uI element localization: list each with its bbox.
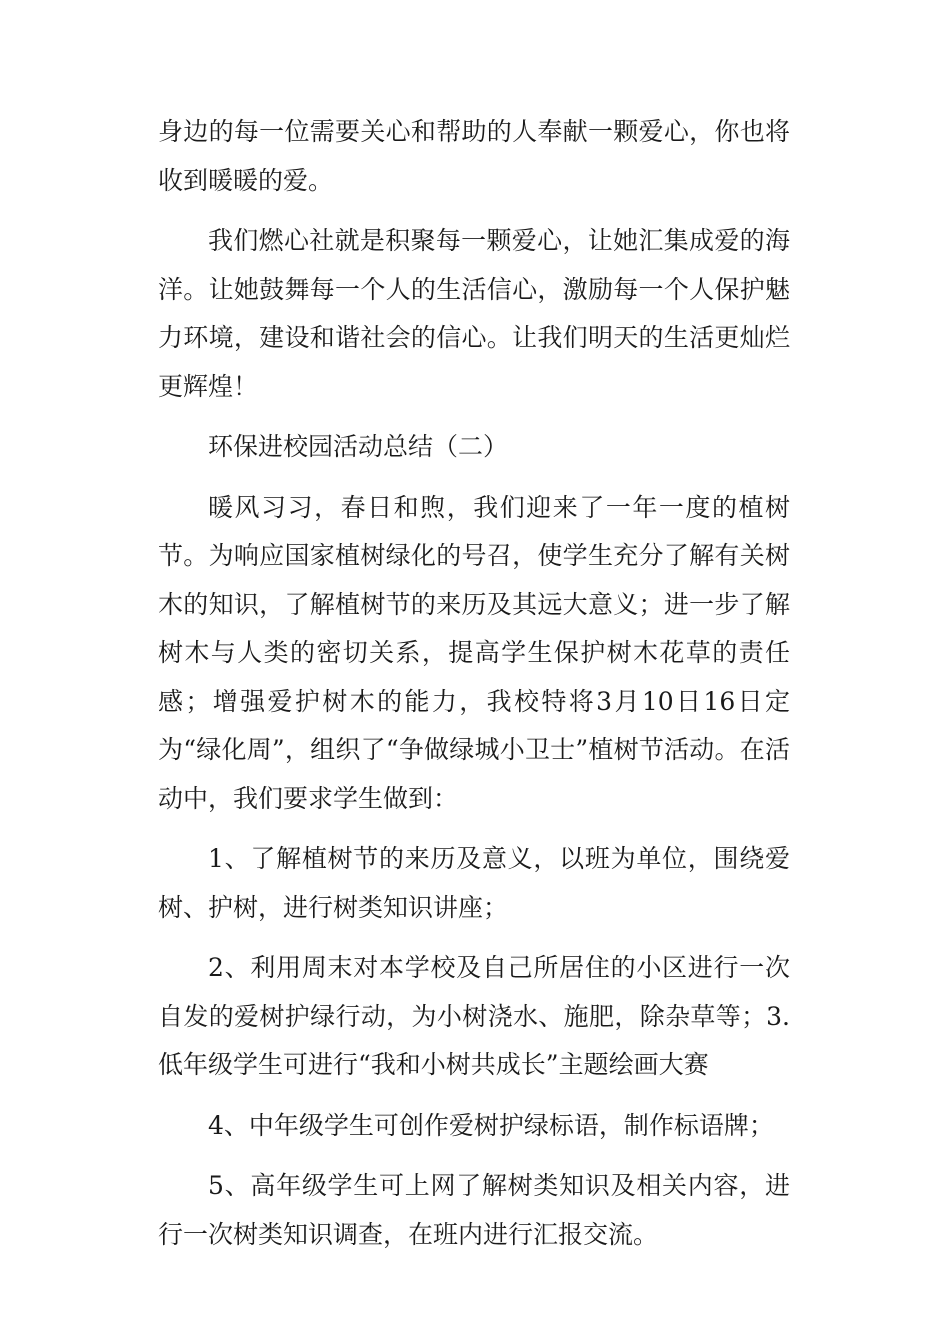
document-body [158,108,790,1271]
list-item-2: 2、利用周末对本学校及自己所居住的小区进行一次自发的爱树护绿行动，为小树浇水、施肥，除杂草等；3.低年级学生可进行“我和小树共成长”主题绘画大赛 [158,953,790,1079]
paragraph-3: 暖风习习，春日和煦，我们迎来了一年一度的植树节。为响应国家植树绿化的号召，使学生充分了解有关树木的知识，了解植树节的来历及其远大意义；进一步了解树木与人类的密切关系，提高学生保护树木花草的责任感；增强爱护树木的能力，我校特将3月10日16日定为“绿化周”，组织了“争做绿城小卫士”植树节活动。在活动中，我们要求学生做到： [158,492,790,813]
list-item-1: 1、了解植树节的来历及意义，以班为单位，围绕爱树、护树，进行树类知识讲座； [158,844,790,922]
paragraph-2: 我们燃心社就是积聚每一颗爱心，让她汇集成爱的海洋。让她鼓舞每一个人的生活信心，激励每一个人保护魅力环境，建设和谐社会的信心。让我们明天的生活更灿烂更辉煌！ [158,226,790,401]
section-heading: 环保进校园活动总结（二） [208,432,509,461]
list-item-5: 5、高年级学生可上网了解树类知识及相关内容，进行一次树类知识调查，在班内进行汇报交流。 [158,1171,790,1249]
paragraph-1: 身边的每一位需要关心和帮助的人奉献一颗爱心，你也将收到暖暖的爱。 [158,117,790,195]
list-item-4: 4、中年级学生可创作爱树护绿标语，制作标语牌； [208,1110,774,1140]
